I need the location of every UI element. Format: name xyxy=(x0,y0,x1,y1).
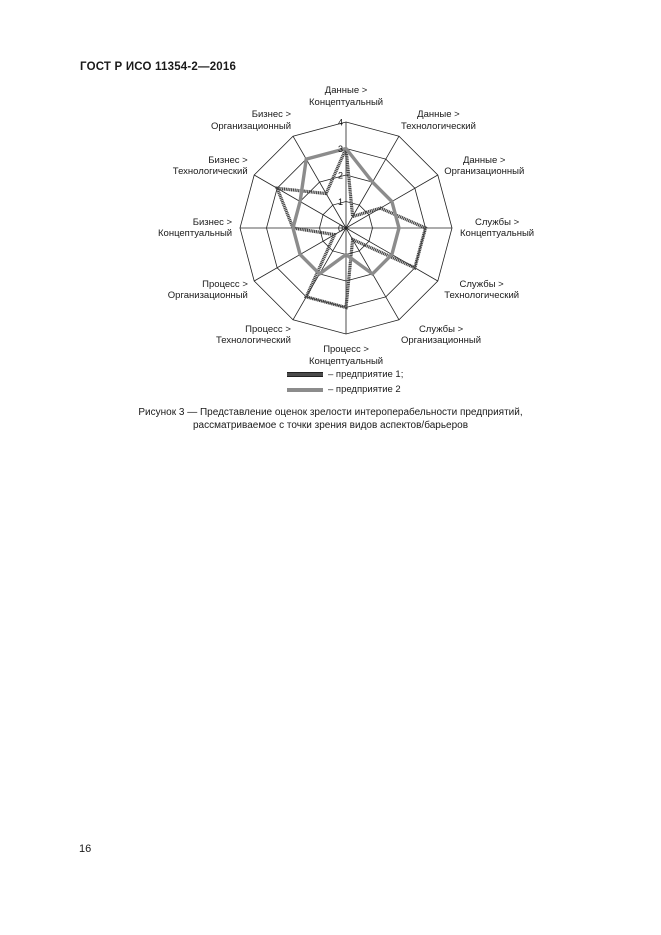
axis-label-10-line-1: Бизнес > xyxy=(192,216,233,228)
axis-label-8 xyxy=(216,324,291,347)
legend-item-series-1 xyxy=(287,367,403,382)
legend-swatch-series-2 xyxy=(287,388,323,392)
axis-label-3-line-1: Данные > xyxy=(462,154,506,166)
document-header: ГОСТ Р ИСО 11354-2—2016 xyxy=(80,61,237,73)
legend-swatch-series-1 xyxy=(287,372,323,377)
axis-label-7-line-1: Процесс > xyxy=(323,344,369,355)
tick-label-4: 4 xyxy=(337,117,343,128)
figure-caption-line-1: Рисунок 3 — Представление оценок зрелости интероперабельности предприятий, xyxy=(138,407,523,418)
page-number: 16 xyxy=(79,843,92,855)
axis-label-6-line-1: Службы > xyxy=(418,323,464,335)
axis-label-4-line-2: Концептуальный xyxy=(460,228,535,239)
axis-label-1 xyxy=(309,85,383,108)
legend-label-series-1: – предприятие 1; xyxy=(328,369,404,380)
axis-label-2 xyxy=(401,109,476,132)
axis-label-8-line-1: Процесс > xyxy=(245,323,291,335)
tick-label-0: 0 xyxy=(337,223,343,234)
tick-label-2: 2 xyxy=(337,170,343,181)
figure-caption xyxy=(0,406,661,432)
axis-label-10 xyxy=(158,217,232,240)
radar-chart xyxy=(150,86,540,366)
tick-label-3: 3 xyxy=(337,144,343,154)
axis-label-12-line-2: Организационный xyxy=(211,120,292,132)
axis-label-5-line-1: Службы > xyxy=(459,278,504,290)
axis-label-1-line-1: Данные > xyxy=(324,85,368,96)
tick-label-1: 1 xyxy=(337,197,343,207)
axis-label-3-line-2: Организационный xyxy=(444,166,525,177)
axis-label-9-line-2: Организационный xyxy=(167,290,248,301)
axis-label-12-line-1: Бизнес > xyxy=(251,109,292,121)
axis-label-11-line-1: Бизнес > xyxy=(208,154,248,166)
figure-caption-line-2: рассматриваемое с точки зрения видов аспектов/барьеров xyxy=(192,420,469,431)
axis-label-4 xyxy=(460,217,534,240)
axis-label-2-line-1: Данные > xyxy=(417,109,460,121)
axis-label-4-line-1: Службы > xyxy=(474,216,520,228)
axis-label-12 xyxy=(211,109,291,132)
axis-label-9-line-1: Процесс > xyxy=(202,278,248,290)
axis-label-5 xyxy=(444,279,519,302)
legend-item-series-2 xyxy=(287,382,403,397)
axis-label-11 xyxy=(173,155,248,178)
axis-label-7 xyxy=(309,344,383,367)
legend-label-series-2: – предприятие 2 xyxy=(328,384,401,395)
axis-label-2-line-2: Технологический xyxy=(401,120,476,132)
axis-label-6 xyxy=(401,324,481,347)
axis-label-6-line-2: Организационный xyxy=(401,335,482,347)
axis-label-11-line-2: Технологический xyxy=(172,166,248,177)
axis-label-3 xyxy=(444,155,524,178)
chart-legend xyxy=(287,367,403,397)
axis-label-1-line-2: Концептуальный xyxy=(309,96,384,108)
axis-label-9 xyxy=(168,279,248,302)
axis-label-5-line-2: Технологический xyxy=(444,290,520,301)
axis-label-10-line-2: Концептуальный xyxy=(158,228,233,239)
axis-label-7-line-2: Концептуальный xyxy=(309,355,384,367)
axis-label-8-line-2: Технологический xyxy=(216,335,291,347)
